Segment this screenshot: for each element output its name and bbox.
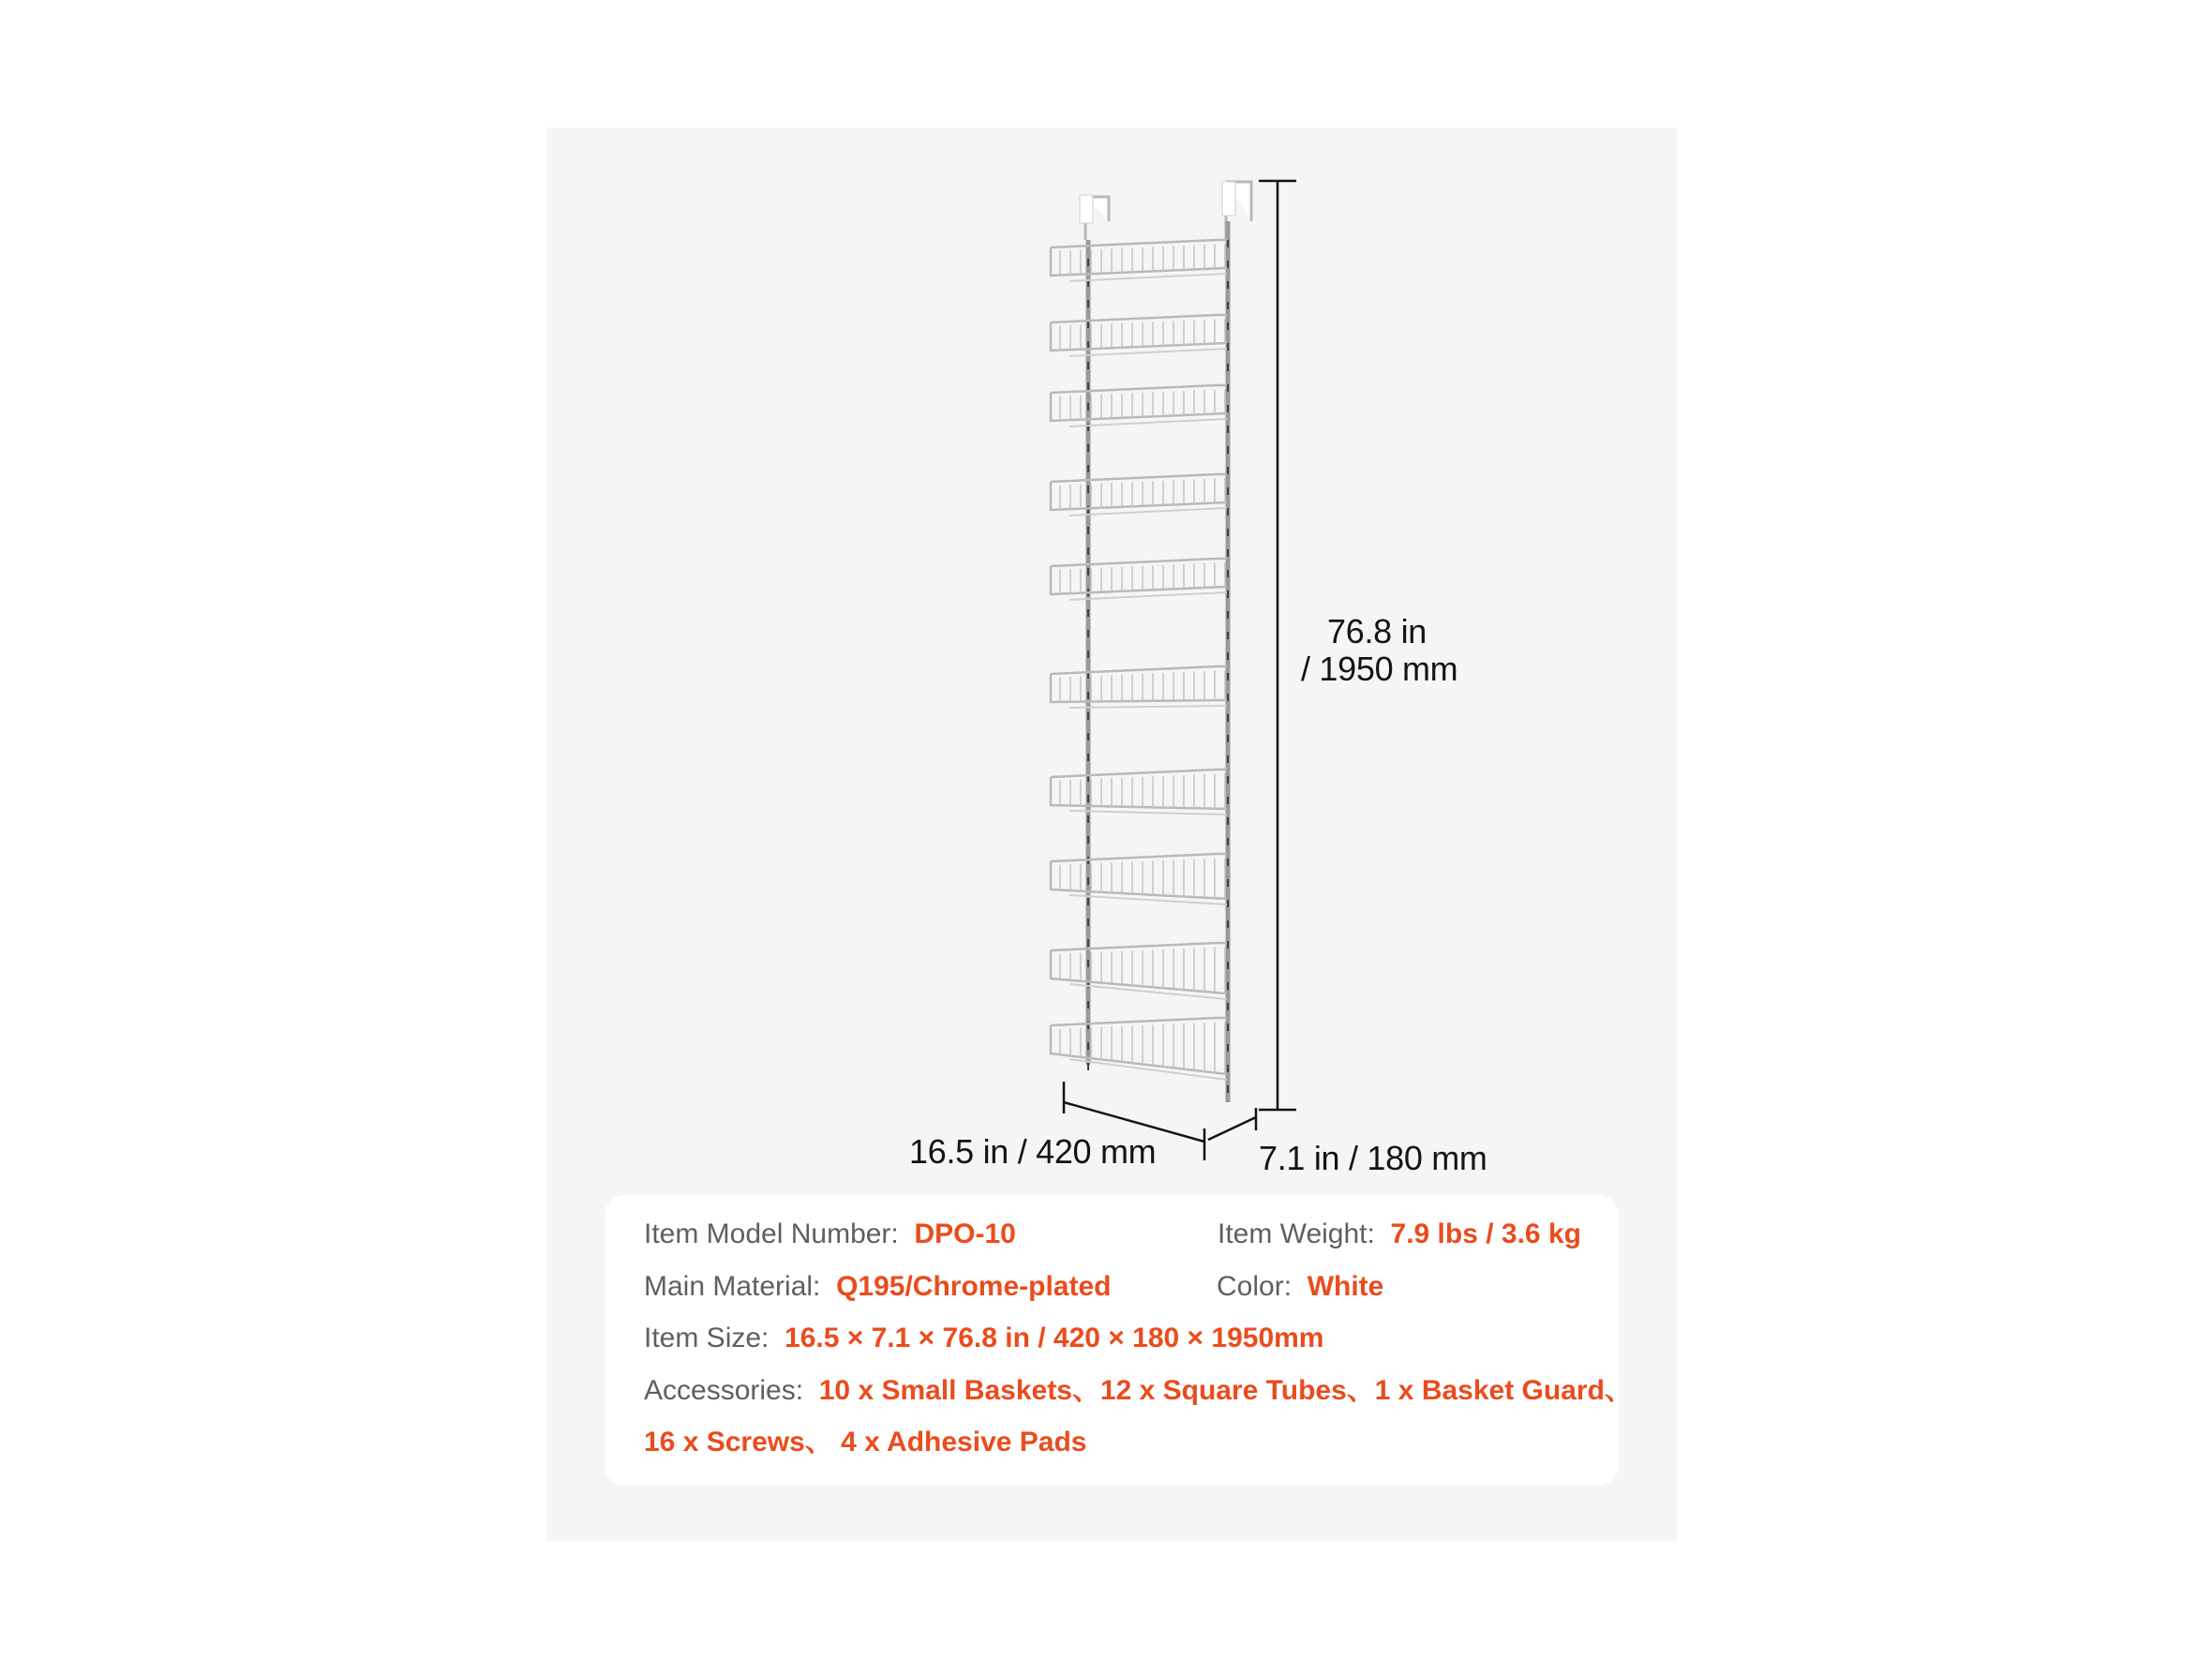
height-label-line2: / 1950 mm <box>1301 650 1458 688</box>
model-value: DPO-10 <box>914 1218 1016 1249</box>
depth-label: 7.1 in / 180 mm <box>1259 1139 1487 1177</box>
basket-frame <box>1051 240 1227 276</box>
weight-value: 7.9 lbs / 3.6 kg <box>1390 1218 1581 1249</box>
height-dimension-line <box>1259 181 1296 1110</box>
basket-bottom <box>1069 811 1227 815</box>
size-label: Item Size: <box>644 1323 770 1353</box>
basket-bottom <box>1069 1059 1227 1080</box>
basket-frame <box>1051 770 1227 809</box>
weight-label: Item Weight: <box>1218 1218 1375 1249</box>
basket-frame <box>1051 474 1227 510</box>
left-hook-bracket <box>1080 195 1093 223</box>
depth-dimension-line <box>1208 1108 1256 1140</box>
basket-frame <box>1051 1018 1227 1074</box>
width-label: 16.5 in / 420 mm <box>909 1132 1157 1171</box>
basket-frame <box>1051 666 1227 702</box>
spec-row-size <box>644 1322 1323 1355</box>
spec-row-accessories <box>644 1374 1633 1408</box>
spec-row-material <box>644 1270 1112 1304</box>
size-value: 16.5 × 7.1 × 76.8 in / 420 × 180 × 1950mm <box>785 1323 1324 1353</box>
color-label: Color: <box>1217 1271 1293 1302</box>
accessories-label: Accessories: <box>644 1375 804 1406</box>
material-label: Main Material: <box>644 1271 821 1302</box>
basket-frame <box>1051 385 1227 421</box>
rack-frame <box>1051 182 1251 1102</box>
material-value: Q195/Chrome-plated <box>836 1271 1112 1302</box>
spec-row-accessories-cont <box>644 1426 1087 1459</box>
basket-frame <box>1051 559 1227 594</box>
spec-row-color <box>1217 1270 1383 1304</box>
spec-row-weight <box>1218 1218 1581 1251</box>
accessories-line1: 10 x Small Baskets、12 x Square Tubes、1 x Basket Guard、 <box>818 1375 1633 1406</box>
model-label: Item Model Number: <box>644 1218 899 1249</box>
basket-frame <box>1051 943 1227 994</box>
basket-bottom <box>1069 706 1227 708</box>
spec-row-model <box>644 1218 1016 1251</box>
spec-card <box>605 1195 1633 1486</box>
height-label-line1: 76.8 in <box>1327 612 1427 650</box>
accessories-line2: 16 x Screws、 4 x Adhesive Pads <box>644 1427 1087 1457</box>
color-value: White <box>1307 1271 1384 1302</box>
right-hook-bracket <box>1222 182 1235 216</box>
basket-frame <box>1051 854 1227 899</box>
basket-frame <box>1051 315 1227 351</box>
